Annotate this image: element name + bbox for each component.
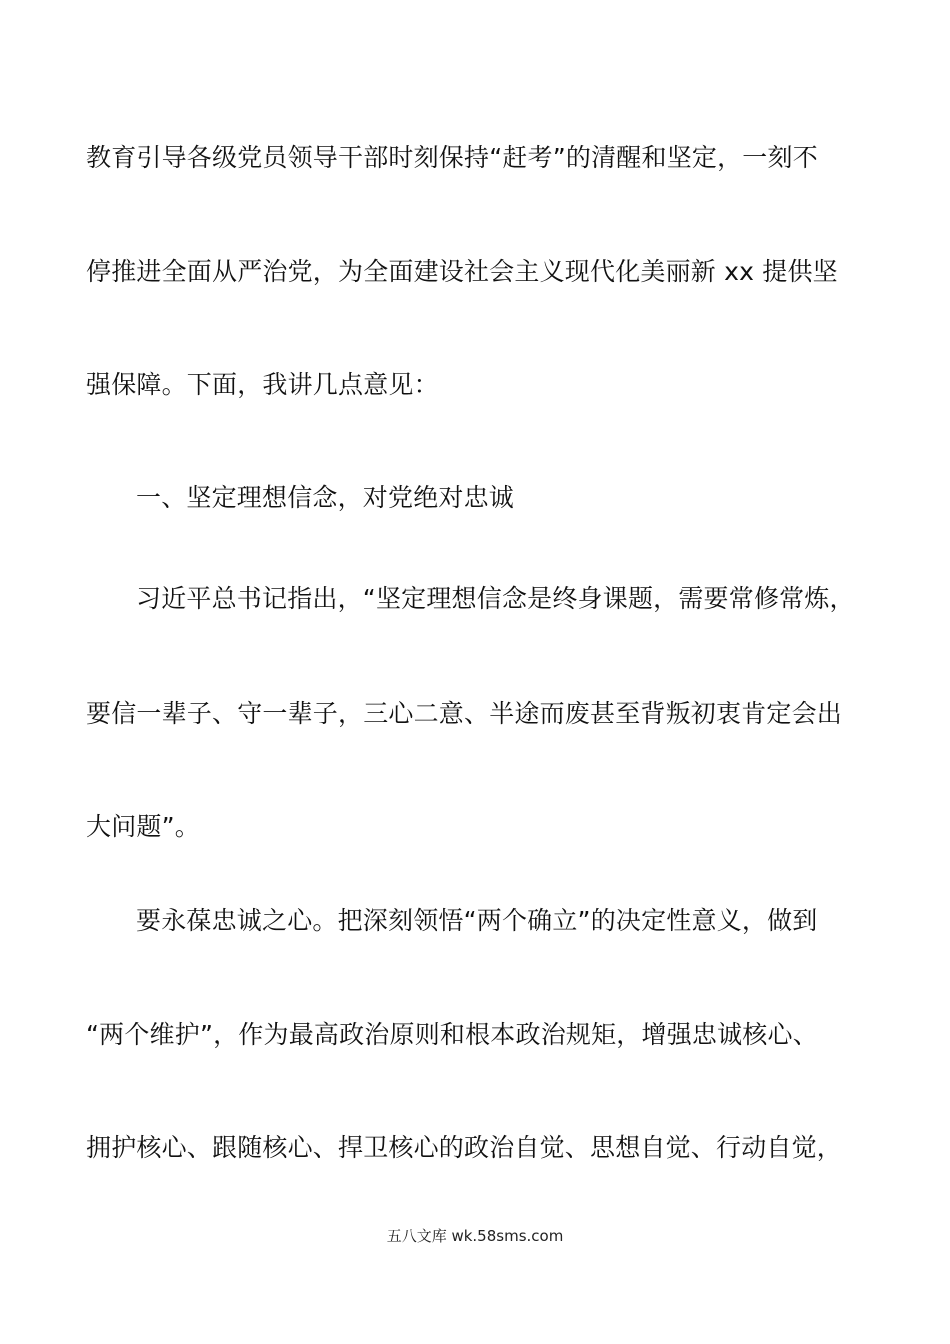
paragraph-line-10: 拥护核心、跟随核心、捍卫核心的政治自觉、思想自觉、行动自觉， bbox=[86, 1133, 843, 1162]
paragraph-line-1: 教育引导各级党员领导干部时刻保持“赶考”的清醒和坚定，一刻不 bbox=[86, 143, 818, 172]
section-heading: 一、坚定理想信念，对党绝对忠诚 bbox=[136, 483, 515, 512]
paragraph-line-2: 停推进全面从严治党，为全面建设社会主义现代化美丽新 xx 提供坚 bbox=[86, 257, 838, 286]
paragraph-line-5: 习近平总书记指出，“坚定理想信念是终身课题，需要常修常炼， bbox=[136, 584, 855, 613]
paragraph-line-7: 大问题”。 bbox=[86, 812, 200, 841]
footer-watermark: 五八文库 wk.58sms.com bbox=[386, 1227, 564, 1245]
paragraph-line-6: 要信一辈子、守一辈子，三心二意、半途而废甚至背叛初衷肯定会出 bbox=[86, 699, 843, 728]
paragraph-line-3: 强保障。下面，我讲几点意见： bbox=[86, 370, 439, 399]
paragraph-line-8: 要永葆忠诚之心。把深刻领悟“两个确立”的决定性意义，做到 bbox=[136, 906, 818, 935]
paragraph-line-9: “两个维护”，作为最高政治原则和根本政治规矩，增强忠诚核心、 bbox=[86, 1020, 818, 1049]
